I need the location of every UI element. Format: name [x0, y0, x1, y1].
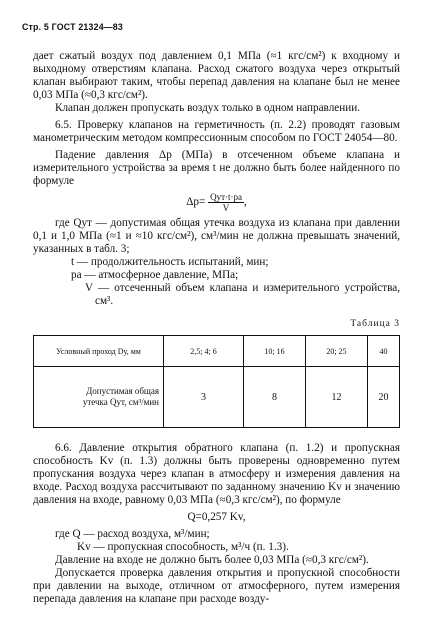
- paragraph: Клапан должен пропускать воздух только в одном направлении.: [55, 102, 361, 114]
- table-header-row: [34, 336, 400, 367]
- formula-delta-p: [33, 192, 400, 213]
- formula-numerator: Qут·t·pa: [210, 192, 243, 202]
- table-head-cell: 40: [367, 336, 399, 367]
- table-row-label: [34, 367, 164, 428]
- table-caption: Таблица 3: [350, 319, 400, 329]
- table-head-label: Условный проход Dу, мм: [34, 336, 164, 367]
- where-q: где Q — расход воздуха, м³/мин;: [55, 528, 210, 540]
- table-3: [33, 335, 400, 428]
- table-head-cell: 2,5; 4; 6: [164, 336, 244, 367]
- paragraph: дает сжатый воздух под давлением 0,1 МПа (≈1 кгс/см²) к входному и выходному отверстиям клапана. Расход сжатого воздуха через открытый клапан выбирают таким, чтобы перепад давления на клапане был не менее 0,03 МПа (≈0,3 кгс/см²).: [33, 50, 400, 101]
- document-body: [33, 50, 400, 606]
- formula-fraction: [208, 192, 244, 213]
- where-paragraph: где Qут — допустимая общая утечка воздуха из клапана при давлении 0,1 и 1,0 МПа (≈1 и ≈10 кгс/см²), см³/мин не должна превышать значений, указанных в табл. 3;: [33, 217, 400, 255]
- paragraph-6-5: 6.5. Проверку клапанов на герметичность (п. 2.2) проводят газовым манометрическим методом компрессионным способом по ГОСТ 24054—80.: [33, 119, 400, 144]
- table-cell: 12: [305, 367, 367, 428]
- row-label-line1: Допустимая общая: [86, 386, 159, 396]
- formula-tail: ,: [244, 196, 247, 209]
- where-kv: Kv — пропускная способность, м³/ч (п. 1.3).: [77, 541, 289, 553]
- paragraph-6-6: 6.6. Давление открытия обратного клапана (п. 1.2) и пропускная способность Kv (п. 1.3) должны быть проверены одновременно путем пропускания воздуха через клапан в атмосферу и измерения давления на входе. Расход воздуха рассчитывают по заданному значению Kv и значению давления на входе, равному 0,03 МПа (≈0,3 кгс/см²), по формуле: [33, 442, 400, 506]
- page-header: Стр. 5 ГОСТ 21324—83: [22, 22, 123, 32]
- row-label-line2: утечка Qут, см³/мин: [82, 397, 159, 407]
- definition-v: V — отсеченный объем клапана и измерительного устройства, см³.: [85, 282, 400, 307]
- table-row: [34, 367, 400, 428]
- paragraph-pressure: Давление на входе не должно быть более 0,03 МПа (≈0,3 кгс/см²).: [55, 554, 369, 566]
- formula-q: Q=0,257 Kv,: [187, 511, 246, 523]
- formula-lhs: Δp=: [186, 196, 206, 209]
- formula-denominator: V: [222, 203, 230, 213]
- paragraph: Падение давления Δp (МПа) в отсеченном объеме клапана и измерительного устройства за время t не должно быть более найденного по формуле: [33, 149, 400, 187]
- table-head-cell: 10; 16: [244, 336, 306, 367]
- definition-pa: pa — атмосферное давление, МПа;: [71, 269, 239, 281]
- table-cell: 3: [164, 367, 244, 428]
- table-cell: 20: [367, 367, 399, 428]
- paragraph-last: Допускается проверка давления открытия и пропускной способности при давлении на выходе, отличном от атмосферного, путем измерения перепада давления на клапане при расходе возду-: [33, 567, 400, 605]
- table-head-cell: 20; 25: [305, 336, 367, 367]
- table-cell: 8: [244, 367, 306, 428]
- definition-t: t — продолжительность испытаний, мин;: [71, 256, 269, 268]
